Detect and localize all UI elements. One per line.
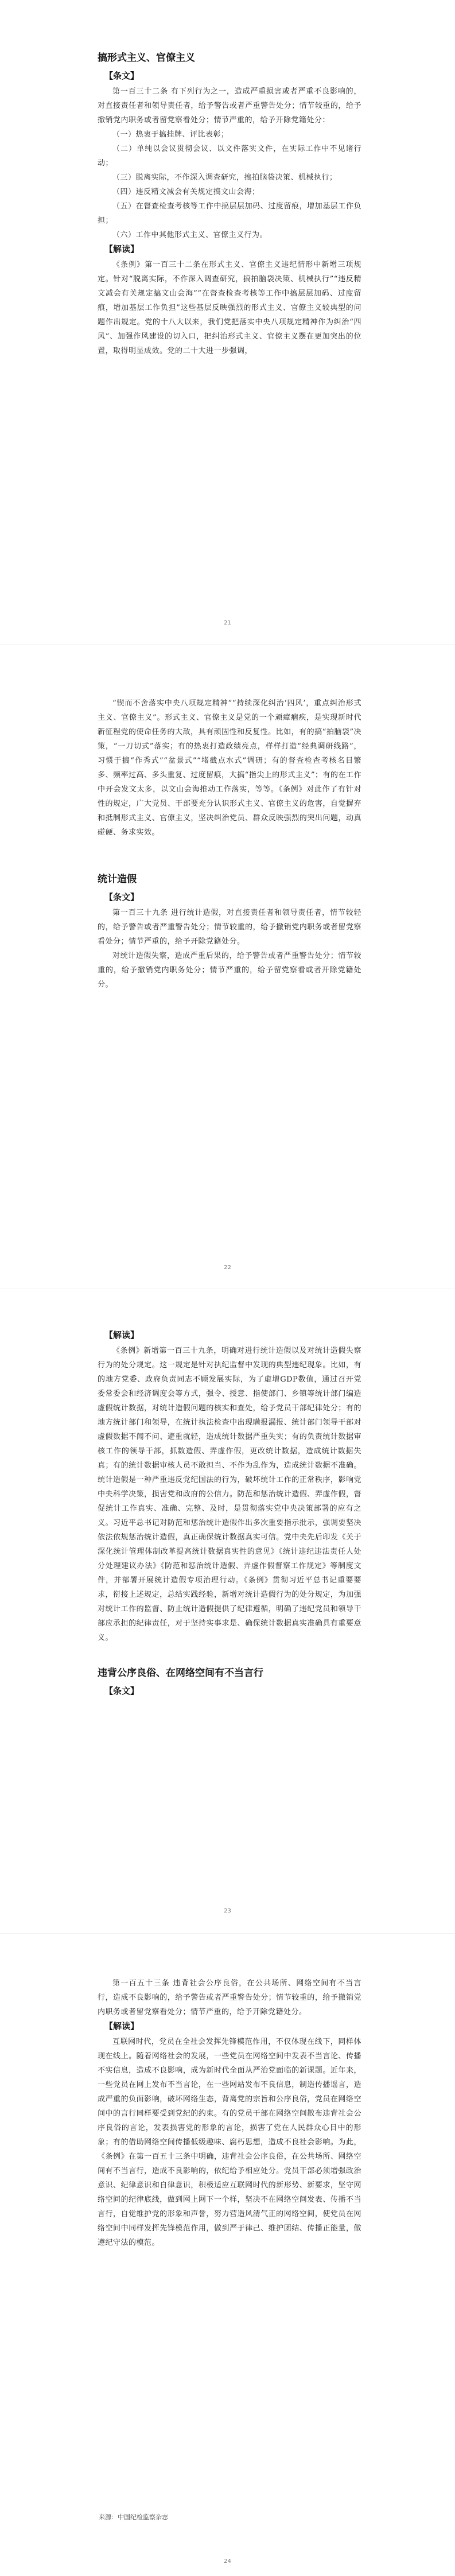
article-label: 【条文】 bbox=[104, 1686, 139, 1696]
document-page-2 bbox=[0, 645, 455, 1289]
document-page-1 bbox=[0, 0, 455, 644]
spacer bbox=[98, 1645, 361, 1666]
interpretation-label: 【解读】 bbox=[104, 244, 139, 254]
list-item: （一）热衷于搞挂牌、评比表彰； bbox=[112, 130, 229, 139]
list-item: （六）工作中其他形式主义、官僚主义行为。 bbox=[112, 231, 268, 239]
document-page-3 bbox=[0, 1289, 455, 1933]
page-number: 22 bbox=[224, 1264, 231, 1271]
article-label: 【条文】 bbox=[104, 71, 139, 81]
list-item: （二）单纯以会议贯彻会议、以文件落实文件，在实际工作中不见诸行动； bbox=[98, 145, 361, 168]
page-2-content bbox=[98, 696, 361, 992]
list-item: （五）在督查检查考核等工作中搞层层加码、过度留痕，增加基层工作负担； bbox=[98, 202, 361, 225]
page-number: 24 bbox=[224, 2558, 231, 2565]
interpretation-paragraph: “锲而不舍落实中央八项规定精神”“持续深化纠治‘四风’，重点纠治形式主义、官僚主义”。形式主义、官僚主义是党的一个顽瘴痼疾，是实现新时代新征程党的使命任务的大敌，具有顽固性和反复性。比如，有的搞“拍脑袋”决策，“一刀切式”落实；有的热衷打造政绩亮点，样样打造“经典调研线路”，习惯于搞“作秀式”“盆景式”“堵截点水式”调研；有的督查检查考核名目繁多、频率过高、多头重复、过度留痕，大搞“指尖上的形式主义”；有的在工作中开会发文太多，以文山会海推动工作落实，等等。《条例》对此作了有针对性的规定，广大党员、干部要充分认识形式主义、官僚主义的危害，自觉摒弃和抵制形式主义、官僚主义，坚决纠治党员、群众反映强烈的突出问题，动真碰硬、务求实效。 bbox=[98, 699, 361, 837]
article-paragraph: 对统计造假失察，造成严重后果的，给予警告或者严重警告处分；情节较重的，给予撤销党内职务处分；情节严重的，给予留党察看或者开除党籍处分。 bbox=[98, 952, 361, 989]
interpretation-paragraph: 互联网时代，党员在全社会发挥先锋模范作用，不仅体现在线下，同样体现在线上。随着网络社会的发展，一些党员在网络空间中发表不当言论、传播不实信息，造成不良影响，成为新时代全面从严治党面临的新课题。近年来，一些党员在网上发布不当言论，在一些网站发布不良信息，制造传播谣言，造成严重的负面影响，破坏网络生态，背离党的宗旨和公序良俗，党员在网络空间中的言行同样要受到党纪的约束。有的党员干部在网络空间散布违背社会公序良俗的言论，发表损害党的形象的言论，损害了党在人民群众心目中的形象；有的借助网络空间传播低级趣味、腐朽思想，造成不良社会影响。为此，《条例》在第一百五十三条中明确，违背社会公序良俗，在公共场所、网络空间有不当言行，造成不良影响的，依纪给予相应处分。党员干部必须增强政治意识、纪律意识和自律意识，积极适应互联网时代的新形势、新要求，坚守网络空间的纪律底线，做到网上网下一个样，坚决不在网络空间发表、传播不当言行，自觉维护党的形象和声誉，努力营造风清气正的网络空间，使党员在网络空间中同样发挥先锋模范作用，做到严于律己、维护团结、传播正能量，做遵纪守法的模范。 bbox=[98, 2038, 361, 2247]
page-number: 21 bbox=[224, 620, 231, 626]
interpretation-label: 【解读】 bbox=[104, 2021, 139, 2031]
source-note: 来源：中国纪检监察杂志 bbox=[99, 2513, 168, 2521]
list-item: （三）脱离实际，不作深入调查研究，搞拍脑袋决策、机械执行； bbox=[112, 173, 337, 182]
document-page-4 bbox=[0, 1934, 455, 2576]
list-item: （四）违反精文减会有关规定搞文山会海； bbox=[112, 188, 260, 196]
article-label: 【条文】 bbox=[104, 892, 139, 902]
interpretation-label: 【解读】 bbox=[104, 1330, 139, 1340]
page-number: 23 bbox=[224, 1908, 231, 1914]
interpretation-paragraph: 《条例》第一百三十二条在形式主义、官僚主义违纪情形中新增三项规定。针对“脱离实际，不作深入调查研究，搞拍脑袋决策、机械执行”“违反精文减会有关规定搞文山会海”“在督查检查考核等工作中搞层层加码、过度留痕，增加基层工作负担”这些基层反映强烈的形式主义、官僚主义较典型的问题作出规定。党的十八大以来，我们党把落实中央八项规定精神作为纠治“四风”、加强作风建设的切入口，把纠治形式主义、官僚主义摆在更加突出的位置，取得明显成效。党的二十大进一步强调， bbox=[98, 261, 361, 355]
section-heading: 违背公序良俗、在网络空间有不当言行 bbox=[98, 1667, 263, 1679]
article-paragraph: 第一百三十九条 进行统计造假，对直接责任者和领导责任者，情节较轻的，给予警告或者严重警告处分；情节较重的，给予撤销党内职务或者留党察看处分；情节严重的，给予开除党籍处分。 bbox=[98, 909, 361, 946]
section-heading: 统计造假 bbox=[98, 874, 137, 885]
page-3-content bbox=[98, 1328, 361, 1700]
spacer bbox=[98, 840, 361, 872]
interpretation-paragraph: 《条例》新增第一百三十九条，明确对进行统计造假以及对统计造假失察行为的处分规定。这一规定是针对执纪监督中发现的典型违纪现象。比如，有的地方党委、政府负责同志不顾发展实际，为了虚增GDP数值，通过召开党委常委会和经济调度会等方式，强令、授意、指使部门、乡镇等统计部门编造虚假统计数据，对统计造假问题的核实和查处，给予党员干部纪律处分；有的地方统计部门和领导，在统计执法检查中出现瞒报漏报、统计部门领导干部对虚假数据不闻不问、避重就轻，造成统计数据严重失实；有的负责统计数据审核工作的领导干部，抓数造假、弄虚作假，更改统计数据，造成统计数据失真；有的统计数据审核人员不敢担当、不作为乱作为，造成统计数据不准确。统计造假是一种严重违反党纪国法的行为，破坏统计工作的正常秩序，影响党中央科学决策，损害党和政府的公信力。防范和惩治统计造假、弄虚作假，督促统计工作真实、准确、完整、及时，是贯彻落实党中央决策部署的应有之义。习近平总书记对防范和惩治统计造假作出多次重要指示批示，强调要坚决依法依规惩治统计造假，真正确保统计数据真实可信。党中央先后印发《关于深化统计管理体制改革提高统计数据真实性的意见》《统计违纪违法责任人处分处理建议办法》《防范和惩治统计造假、弄虚作假督察工作规定》等制度文件，并部署开展统计造假专项治理行动。《条例》贯彻习近平总书记重要要求，衔接上述规定，总结实践经验，新增对统计造假行为的处分规定，为加强对统计工作的监督、防止统计造假提供了纪律遵循，明确了违纪党员和领导干部应承担的纪律责任，对于坚持实事求是、确保统计数据真实准确具有重要意义。 bbox=[98, 1347, 361, 1642]
page-1-content bbox=[98, 51, 361, 358]
article-paragraph: 第一百五十三条 违背社会公序良俗，在公共场所、网络空间有不当言行，造成不良影响的，给予警告或者严重警告处分；情节较重的，给予撤销党内职务或者留党察看处分；情节严重的，给予开除党籍处分。 bbox=[98, 1979, 361, 2016]
page-4-content bbox=[98, 1976, 361, 2250]
section-heading: 搞形式主义、官僚主义 bbox=[98, 52, 195, 64]
article-paragraph: 第一百三十二条 有下列行为之一，造成严重损害或者严重不良影响的，对直接责任者和领导责任者，给予警告或者严重警告处分；情节较重的，给予撤销党内职务或者留党察看处分；情节严重的，给予开除党籍处分： bbox=[98, 87, 361, 125]
